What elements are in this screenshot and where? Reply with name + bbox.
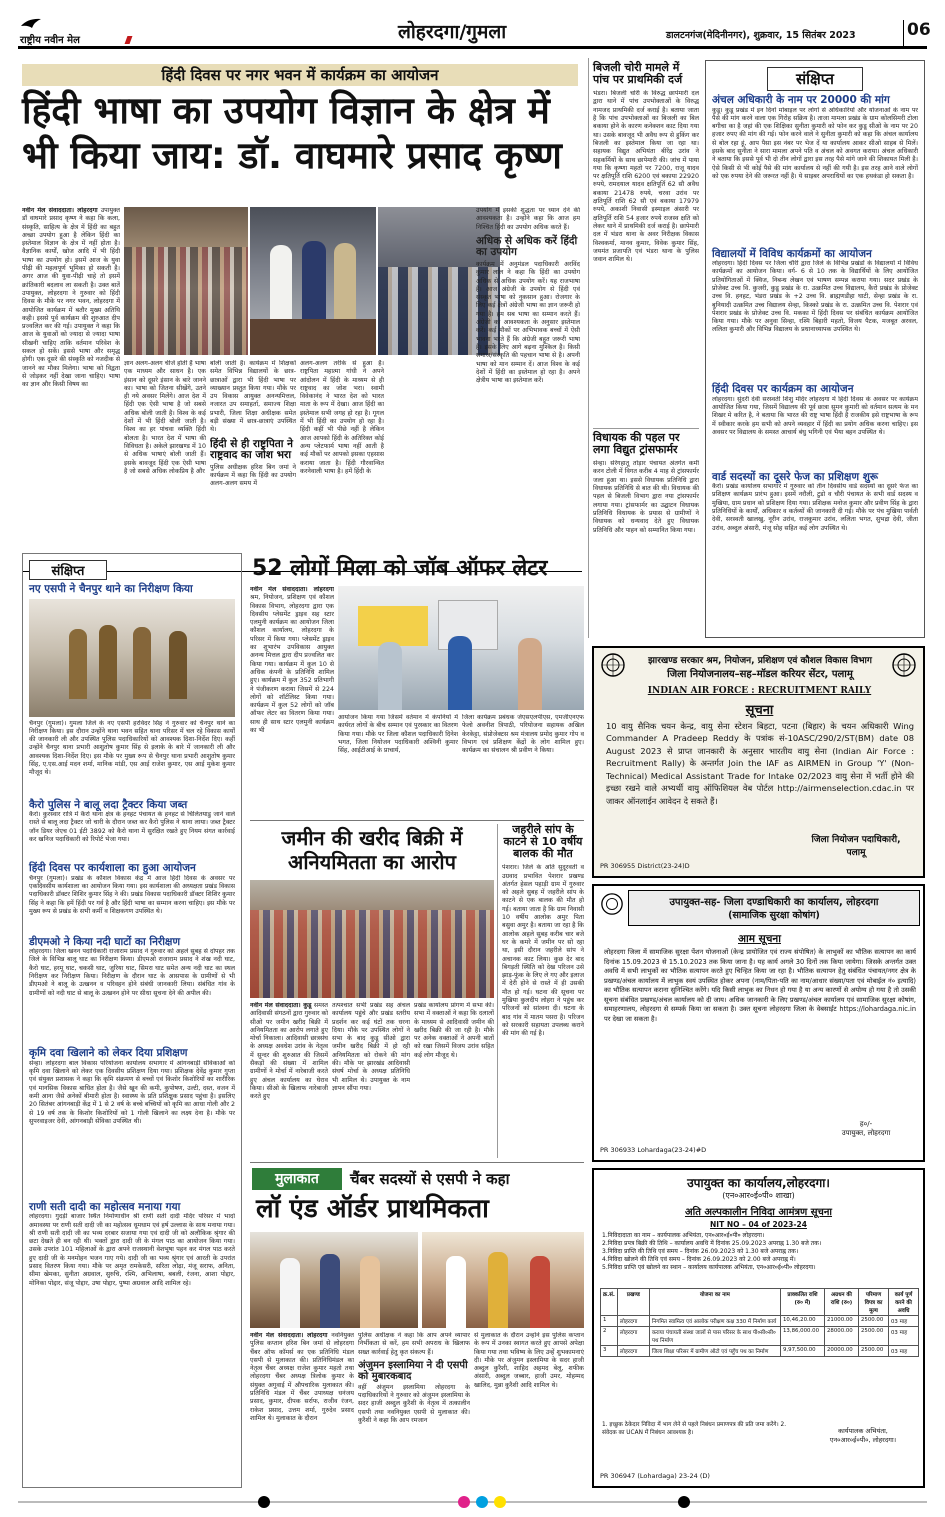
sankshipt-left-b5: सेन्हा। लोहरदगा बाल विकास परियोजना कार्यालय सभागार में आंगनबाड़ी सेविकाओं को कृमि दवा खिलाने को लेकर एक दिवसीय प्रशिक्षण दिया गया। प्रशिक्षक देवेंद्र कुमार गुप्ता एवं संयुक्त प्रशासक ने कहा कि कृमि संक्रमण से बच्चों एवं किशोर किशोरियों का शारीरिक एवं मानसिक विकास बाधित होता है। जैसे खून की कमी, कुपोषण, उल्टी, दस्त, वजन में कमी आना जैसे अनेकों बीमारी होता है। स्वास्थ्य के प्रति प्रशिक्षुक प्रसाद पहुंचा है। इसलिए 20 सितंबर आंगनबाड़ी केंद्र में 1 से 2 वर्ष के बच्चे बच्चियों को कृमि का आधा गोली और 2 से 19 वर्ष तक के किशोर किशोरियों को 1 गोली खिलाने का लक्ष्य देना है। मौके पर सुपरवाइजर देवी, आंगनबाड़ी सेविका उपस्थित थी। (29, 1059, 235, 1125)
sankshipt-right-h4: वार्ड सदस्यों का दूसरे फेज का प्रशिक्षण शुरू (712, 470, 879, 483)
sankshipt-right-box (705, 60, 925, 638)
sankshipt-right-h3: हिंदी दिवस पर कार्यक्रम का आयोजन (712, 383, 854, 396)
sankshipt-left-b1: चैनपुर (गुमला)। गुमला जिले के नए एसपी हरविंदर सिंह ने गुरुवार को चैनपुर थाने का निरीक्षण किया। इस दौरान उन्होंने थाना भवन सहित थाना परिसर में चल रहे विकास कार्यों की जानकारी ली और उपस्थित पुलिस पदाधिकारियों को आवश्यक दिशा-निर्देश दिए। कहीं उन्होंने चैनपुर थाना प्रभारी आशुतोष कुमार सिंह से इलाके के बारे में जानकारी ली और आवश्यक दिशा-निर्देश दिए। इस मौके पर मुख्य रूप से चैनपुर थाना प्रभारी आशुतोष कुमार सिंह, ए.एस.आई मदन शर्मा, मानिक मांडी, एस आई राजेश कुमार, एस आई मुकेश कुमार मौजूद थे। (29, 719, 235, 777)
tender-td: 2500.00 (859, 1346, 889, 1357)
sankshipt-left-h1: नए एसपी ने चैनपुर थाने का निरीक्षण किया (29, 583, 193, 595)
tender-info-item: 1.निविदादाता का नाम – कार्यपालक अभियंता, एन०आर०ई०पी० लोहरदगा। (602, 1232, 765, 1239)
masthead-rule (18, 46, 927, 49)
sankshipt-right-b2: लोहरदगा। हिंदी दिवस पर जिला चौरी द्वारा जिले के विभिन्न प्रखंडों के विद्यालयों में विविध कार्यक्रमों का आयोजन किया। वर्ग- 6 से 10 तक के विद्यार्थियों के लिए आयोजित प्रतियोगिताओं में क्विज, निबन्ध लेखन एवं भाषण सम्पन्न कराया गया। सदर प्रखंड के प्रोजेक्ट उच्च वि. कुजरी, कुडू प्रखंड के रा. उत्क्रमित उच्च विद्यालय, कैरो प्रखंड के प्रोजेक्ट उच्च वि. हनहट, भंडरा प्रखंड के +2 उच्च वि. ब्राह्मणडीहा घाटी, सेन्हा प्रखंड के रा. बुनियादी उत्क्रमित उच्च विद्यालय सेन्हा, किस्को प्रखंड के रा. उत्क्रमित उच्च वि. पेशरार एवं पेशरार प्रखंड के प्रोजेक्ट उच्च वि. मकका में हिंदी दिवस पर संबंधित कार्यक्रम आयोजित किया गया। मौके पर अनुवा सिन्हा, रश्मि बिहारी महतो, विजय पैटक, मजबूत अरवल, ललिता कुमारी और विभिन्न विद्यालय के प्रधानाध्यापक उपस्थित थे। (712, 260, 918, 334)
social-notice: आम सूचना (738, 933, 781, 945)
tender-sign-line2: एन०आर०ई०पी०, लोहरदगा। (829, 1436, 897, 1444)
jamin-headline-line1: जमीन की खरीद बिक्री में (281, 826, 463, 850)
col-divider-a (588, 58, 589, 638)
airforce-sign (794, 832, 918, 858)
social-ad (592, 884, 925, 1162)
tender-td: 28000.00 (825, 1327, 859, 1346)
job-col2: आयोजन किया गया जिसमें वर्तमान में कंपनियों में कार्यरत लोगों के बीच सम्मान एवं पुरस्कार का वितरण किया गया। मौके पर जिला कौशल पदाधिकारी दिनेश भगत, जिला नियोजन पदाधिकारी अश्विनी कुमार सिंह, आईटीआई के प्राचार्य, (338, 714, 458, 755)
bird-logo-icon (20, 16, 42, 32)
tender-th: प्राक्कलित राशि (रु० में) (781, 1289, 825, 1316)
social-sign-line2: उपायुक्त, लोहरदगा (841, 1129, 891, 1137)
mulakat-top-rule (250, 1162, 584, 1163)
tender-sign-line1: कार्यपालक अभियंता, (838, 1427, 888, 1435)
page-divider (903, 20, 904, 46)
state-emblem-icon-right (891, 652, 917, 678)
lead-headline-line2: भी किया जाय: डॉ. वाघमारे प्रसाद कृष्ण (22, 133, 562, 177)
table-row (601, 1316, 919, 1327)
tender-ad (592, 1168, 925, 1488)
job-headline: 52 लोगों मिला को जॉब ऑफर लेटर (252, 556, 548, 581)
sankshipt-right-b3: लोहरदगा। सुंदरी देवी सरस्वती शिशु मंदिर लोहरदगा में हिंदी दिवस के अवसर पर कार्यक्रम आयोजित किया गया, जिसमें विद्यालय की पूर्व छात्रा सुमन कुमारी को वर्तमान सत्यम के मन शिखर मे करित है, ने बताया कि भारत की राष्ट्र भाषा हिंदी है राजकीय इसे राष्ट्रभाषा के रूप में स्वीकार करके हम सभी को अपने व्यवहार में हिंदी का प्रयोग अधिक करना चाहिए। इस अवसर पर विद्यालय के समस्त आचार्य बंधु भगिनी एवं भैया बहन उपस्थित थे। (712, 395, 918, 436)
brand-marker (125, 36, 133, 44)
sankshipt-left-h6: राणी सती दादी का महोत्सव मनाया गया (29, 1200, 181, 1213)
sankshipt-right-h1: अंचल अधिकारी के नाम पर 20000 की मांग (712, 94, 890, 106)
sankshipt-left-h3: हिंदी दिवस पर कार्यशाला का हुआ आयोजन (29, 862, 196, 875)
tender-th: योजना का नाम (649, 1289, 780, 1316)
tender-info-item: 2.निविदा प्रपत्र बिक्री की तिथि – कार्यालय अवधि में दिनांक 25.09.2023 अपराह्न 1.30 बजे तक। (602, 1240, 822, 1248)
masthead (18, 14, 931, 50)
tender-title-line3: अति अल्पकालीन निविदा आमंत्रण सूचना (684, 1207, 833, 1218)
registration-mark (494, 1496, 506, 1508)
social-sign (814, 1120, 918, 1138)
social-title-box (628, 890, 920, 926)
mulakat-kicker: चैंबर सदस्यों से एसपी ने कहा (350, 1170, 510, 1188)
sankshipt-left-label: संक्षिप्त (29, 560, 107, 580)
edition-name: लोहरदगा/गुमला (398, 21, 507, 43)
mulakat-col1-text: नवनियुक्त पुलिस कप्तान हरिश बिन जमां से लोहरदगा चैंबर ऑफ कॉमर्स का एक प्रतिनिधि मंडल एसपी से मुलाकात की। प्रतिनिधिमंडल का नेतृत्व चैंबर अध्यक्ष राजेश कुमार महतो तथा लोहरदगा चैंबर अध्यक्ष त्रिलोक कुमार के संयुक्त अगुवाई में औपचारिक मुलाकात की। प्रतिनिधि मंडल में चैंबर उपाध्यक्ष धनंजय प्रसाद, कुमार, दीपक सर्राफ, राजीव रंजन, राकेश प्रसाद, उत्तम शर्मा, गुरुदेव प्रसाद शामिल थे। मुलाकात के दौरान (250, 1332, 354, 1422)
tender-td: जिला शिक्षा परिसर में ग्रामीण ऑटो एवं पहुँच पथ का निर्माण (649, 1346, 780, 1357)
vidhayak-headline: विधायक की पहल पर लगा विद्युत ट्रांसफार्मर (593, 431, 680, 457)
tender-td: लोहरदगा (617, 1346, 649, 1357)
mulakat-col2 (358, 1332, 470, 1488)
jamin-col2: तत्पश्चात सभी प्रखंड सह अंचल कार्यालय पहुंचे और प्रखंड स्तरीय प्रदर्शन कर कई घंटों तक धरना दिया। मौके पर उपस्थित लोगों ने सभा के बाद कुडू सीओ द्वारा जमीन खरीद बिक्री में हो रही अनियमितता को रोकने की मांग की। मौके पर झारखंड आदिवासी संघर्ष मोर्चा के अध्यक्ष प्रतिनिधि भी शामिल थे। उपायुक्त के नाम ज्ञापन सौंपा गया। (332, 1002, 410, 1092)
sankshipt-left-h4: डीएमओ ने किया नदी घाटों का निरीक्षण (29, 935, 181, 948)
mulakat-photo-right (422, 1232, 584, 1328)
mulakat-photo-left (250, 1232, 418, 1328)
lead-photo-dignitaries (250, 207, 376, 355)
lead-col5-subhead: अधिक से अधिक करें हिंदी का उपयोग (476, 234, 578, 259)
registration-mark (678, 1496, 690, 1508)
tender-td: 03 माह (889, 1346, 919, 1357)
social-title-line2: (सामाजिक सुरक्षा कोषांग) (728, 910, 820, 921)
tender-td: 03 माह (889, 1316, 919, 1327)
lead-kicker: हिंदी दिवस पर नगर भवन में कार्यक्रम का आयोजन (22, 64, 578, 86)
jamin-headline-line2: अनियमितता का आरोप (288, 850, 456, 874)
state-emblem-icon-2 (600, 892, 624, 916)
snake-body: पेशरार। जिले के अति सुदूरवर्ती व उग्रवाद प्रभावित पेशरार प्रखण्ड अंतर्गत हेसल पहाड़ी ग्राम में गुरुवार को अहले सुबह में जहरीले सांप के काटने से एक बालक की मौत हो गई। बताया जाता है कि ग्राम निवासी 10 वर्षीय आलोक अमुर पिता बसुवा अमुर है। बताया जा रहा है कि आलोक अहले सुबह करीब चार बजे घर के कमरे में जमीन पर सो रहा था, इसी दौरान जहरीले सांप ने अचानक काट लिया। कुछ देर बाद बिगड़ती स्थिति को देख परिजन उसे झाड़-फूंक के लिए ले गए और इलाज में देरी होने से रास्ते में ही उसकी मौत हो गई। घटना की सूचना पर मुखिया कुलदीप लोहरा ने पहुंच कर परिजनों को सांत्वना दी। घटना के बाद गांव में मातम पसरा है। परिजन को सरकारी सहायता उपलब्ध कराने की मांग की गई है। (502, 864, 584, 1038)
job-rule (250, 820, 584, 821)
jamin-headline (252, 828, 492, 873)
tender-td: 2500.00 (859, 1316, 889, 1327)
tender-title-line1: उपायुक्त का कार्यालय,लोहरदगा। (687, 1176, 830, 1190)
lead-col5-text: उपयोग में इसकी शुद्धता पर ध्यान देने की आवश्यकता है। उन्होंने कहा कि आज हम निश्चित हिंदी का उपयोग अधिक करते हैं। (476, 207, 580, 231)
lead-col5-box (476, 207, 580, 567)
tender-td: 20000.00 (825, 1346, 859, 1357)
mulakat-col2-text: पुलिस अधीक्षक ने कहा कि आप अपने व्यापार निर्भीकता से करें, हम सभी अपराध के खिलाफ सख्त कार्रवाई हेतु कृत संकल्प हैं। (358, 1332, 470, 1356)
tender-info-item: 5.निविदा प्राप्ति एवं खोलने का स्थान – कार्यालय कार्यपालक अभियंता, एन०आर०ई०पी० लोहरदगा। (602, 1264, 816, 1272)
lead-col4: अलग-अलग तरीके से हुआ है। राष्ट्रपिता महात्मा गांधी ने अपने आंदोलन में हिंदी के माध्यम से ही राष्ट्रवाद का जोश भरा। स्वामी विवेकानंद ने भारत देश को भारत माता के रूप में देखा। आज हिंदी का इस्तेमाल सभी जगह हो रहा है। गूगल में भी हिंदी का उपयोग हो रहा है। हिंदी कहीं भी पीछे नहीं है लेकिन आज आपको हिंदी के अतिरिक्त कोई अन्य प्लेटफार्म भाषा नहीं आती है कई मौकों पर आपको इसका एहसास कराया जाता है। हिंदी गौरवान्वित करनेवाली भाषा है। हमें हिंदी के (300, 360, 384, 475)
social-title-line1: उपायुक्त-सह- जिला दण्डाधिकारी का कार्यालय, लोहरदगा (669, 897, 879, 908)
lead-dateline: नवीन मेल संवाददाता। लोहरदगा (22, 207, 98, 214)
page-number: 06 (907, 20, 931, 40)
airforce-pr: PR 306955 District(23-24)D (600, 862, 690, 870)
table-row (601, 1327, 919, 1346)
tender-td: कराया पंचायती संस्था जालों से पास परिसर के साथ पी०सी०सी० पथ निर्माण (649, 1327, 780, 1346)
jamin-dateline: नवीन मेल संवाददाता। कुडू (250, 1002, 312, 1009)
tender-th: प्रखण्ड (617, 1289, 649, 1316)
tender-td: 1 (601, 1316, 618, 1327)
tender-td: लोहरदगा (617, 1316, 649, 1327)
registration-mark (458, 1496, 470, 1508)
sankshipt-left-b4: लोहरदगा। जिला खनन पदाधिकारी राजाराम प्रसाद ने गुरुवार को अहले सुबह से दोपहर तक जिले के विभिन्न बालू घाट का निरीक्षण किया। डीएमओ राजाराम प्रसाद ने शंख नदी घाट, कैरो घाट, हरमू घाट, चकसी घाट, जुरिया घाट, सिमरा घाट समेत अन्य नदी घाट का स्थल निरीक्षण कर निरीक्षण किया। निरीक्षण के दौरान घाट के आसपास के ग्रामीणों से भी डीएमओ ने बालू के उत्खनन व परिवहन होने संबंधी जानकारी लिया। संबंधित गांव के ग्रामीणों को नदी घाट से बालू के उत्खनन होने पर सीधा सूचना देने की अपील की। (29, 948, 235, 997)
lead-photo-audience (124, 207, 248, 355)
job-photo (338, 586, 584, 710)
tender-table (600, 1288, 919, 1357)
tender-info-item: 3.निविदा प्राप्ति की तिथि एवं समय – दिनांक 26.09.2023 को 1.30 बजे अपराह्न तक। (602, 1248, 799, 1256)
tender-notes: 1. इच्छुक ठेकेदार निविदा में भाग लेने से पहले निबंधन प्रमाणपत्र की प्रति जमा करेंगे। 2. संवेदक का UCAN में निबंधन आवश्यक है। (602, 1422, 787, 1436)
mulakat-dateline: नवीन मेल संवाददाता। लोहरदगा (250, 1332, 328, 1339)
state-emblem-icon (600, 652, 626, 678)
jamin-col1 (250, 1002, 328, 1158)
vidhayak-body: सेन्हा। सेरेंगहातू तोड़ार पंचायत अंतर्गत कर्मी करन टोली में विगत करीब 4 माह से ट्रांसफार्मर जला हुआ था। इससे विधायक प्रतिनिधि द्वारा विधायक प्रतिनिधि से बात की थी। विधायक की पहल से बिजली विभाग द्वारा नया ट्रांसफार्मर लगाया गया। ट्रांसफार्मर का उद्घाटन विधायक प्रतिनिधि विधायक के प्रयास से ग्रामीणों ने विधायक को धन्यवाद देते हुए विधायक प्रतिनिधि और पाहन को सम्मानित किया गया। (593, 460, 699, 534)
tender-td: निगमित स्वामित्व एवं आलोक परीक्षण कक्ष 330 में निर्माण कार्य (649, 1316, 780, 1327)
registration-strip (18, 1496, 927, 1508)
jamin-col3: प्रखंड कार्यालय प्रांगण में सभा की। सभा में वक्ताओं ने कहा कि दलालों के माध्यम से आदिवासी जमीन की खरीद बिक्री की जा रही है। मौके पर अनेक वक्ताओं ने अपनी बातों को रखा जिसमें विजय उरांव सहित कई लोग मौजूद थे। (414, 1002, 494, 1059)
airforce-subtitle: INDIAN AIR FORCE : RECRUITMENT RAILY (647, 686, 872, 696)
tender-td: 2500.00 (859, 1327, 889, 1346)
sp-inspection-photo (29, 599, 235, 717)
job-dateline: नवीन मेल संवाददाता। लोहरदगा (250, 586, 334, 593)
social-pr: PR 306933 Lohardaga(23-24)#D (600, 1146, 707, 1154)
table-row (601, 1346, 919, 1357)
tender-td: 21000.00 (825, 1316, 859, 1327)
tender-info-item: 4.निविदा खोलने की तिथि एवं समय – दिनांक 26.09.2023 को 2.00 बजे अपराह्न में। (602, 1256, 796, 1264)
col-divider-b (497, 824, 498, 1158)
tender-td: 3 (601, 1346, 618, 1357)
lead-headline-line1: हिंदी भाषा का उपयोग विज्ञान के क्षेत्र में (22, 89, 550, 132)
social-body: लोहरदगा जिला में सामाजिक सुरक्षा पेंशन योजनाओं (केन्द्र प्रायोजित एवं राज्य संपोषित) के लाभुकों का भौतिक सत्यापन का कार्य दिनांक 15.09.2023 से 15.10.2023 तक किया जाना है। यह कार्य अगले 30 दिनों तक किया जायेगा। जिसके अन्तर्गत उक्त अवधि में सभी लाभुकों का भौतिक सत्यापन करते हुए चिन्हित किया जा रहा है। भौतिक सत्यापन हेतु संबंधित पंचायत/नगर क्षेत्र के प्रखण्ड/अंचल कार्यालय में लाभुक स्वयं उपस्थित होकर अपना (नाम/पिता-पति का नाम/आधार संख्या/पता एवं मोबाईल नं० इत्यादि) का भौतिक सत्यापन कराना सुनिश्चित करेंगे। यदि किसी लाभुक का निधन हो गया है या अन्य कारणों से अयोग्य हो गया है तो उसकी सूचना संबंधित प्रखण्ड/अंचल कार्यालय को दी जाय। अधिक जानकारी के लिए प्रखण्ड/अंचल कार्यालय एवं सामाजिक सुरक्षा कोषांग, समाहरणालय, लोहरदगा से सम्पर्क किया जा सकता है। उक्त सूचना लोहरदगा जिला के वेबसाईट https://lohardaga.nic.in पर देखा जा सकता है। (604, 948, 916, 1023)
airforce-dept-line2: जिला नियोजनालय–सह–मॉडल करियर सेंटर, पलामू (667, 669, 853, 680)
jamin-photo (250, 880, 494, 998)
bijli-headline: बिजली चोरी मामले में पांच पर प्राथमिकी दर्ज (593, 61, 683, 87)
airforce-dept-line1: झारखण्ड सरकार श्रम, नियोजन, प्रशिक्षण एवं कौशल विकास विभाग (648, 656, 872, 666)
sankshipt-left-b2: कैरो। कुरस्वार रात्रि में कैरो थाना क्षेत्र के हनहट पंचायत के हनहट से चिलितयाडु जाने वाले रास्ते से बालू लदा ट्रैक्टर जो चारी के दौरान जब्त कर कैरो पुलिस ने थाना लाया। जब्त ट्रैक्टर जॉन डियर जेएच 01 ईटी 3892 को कैरो थाना में सुरक्षित रखते हुए नियम संगत कार्रवाई कर खनिज पदाधिकारी को रिपोर्ट भेजा गया। (29, 811, 235, 843)
tender-pr: PR 306947 (Lohardaga) 23-24 (D) (600, 1472, 710, 1480)
bijli-body: भंडरा। बिजली चोरी के विरुद्ध छापेमारी दल द्वारा थाने में पांच उपभोक्ताओं के विरुद्ध नामजद प्राथमिकी दर्ज कराई है। बताया जाता है कि पांच उपभोक्ताओं का बिजली का बिल बकाया होने के कारण कनेक्शन काट दिया गया था। उसके बावजूद भी अवैध रूप से हुकिंग कर बिजली का इस्तेमाल किया जा रहा था। सहायक विद्युत अभियंता बीरेंद्र उरांव ने सहकर्मियों के साथ छापेमारी की। जांच में पाया गया कि कृष्णा महतो पर 7200, राजू यादव पर क्षतिपूर्ति राशि 6200 एवं बकाया 22920 रुपये, रामदयाल यादव क्षतिपूर्ति 62 सौ अवैध बकाया 21478 रुपये, चरवा उरांव पर क्षतिपूर्ति राशि 62 सौ एवं बकाया 17979 रुपये, अकाशी निवासी इस्माइल अंसारी पर क्षतिपूर्ति राशि 54 हजार रुपये राजस्व क्षति को लेकर थाने में प्राथमिकी दर्ज कराई है। छापेमारी दल में भंडरा थाना के अवर निरीक्षक विकास विश्वकर्मा, मानव कुमार, विवेक कुमार सिंह, जयमंत प्रजापति एवं भंडरा थाना के पुलिस जवान शामिल थे। (593, 90, 699, 264)
social-sign-line1: ह०/- (859, 1120, 873, 1128)
tender-td: 13,86,000.00 (781, 1327, 825, 1346)
sankshipt-right-b1: कुडू। कुडू प्रखंड में इन दिनों मोबाइल पर लोगों से अधिकारियों और योजनाओं के नाम पर पैसे की मांग करने वाला एक गिरोह सक्रिय है। ताजा मामला प्रखंड के ग्राम कोलसिमरी टोला बगीचा का है जहां की एक शिक्षिका सुनीता कुमारी को फोन कर कुडू सीओ के नाम पर 20 हजार रुपए की मांग की गई। फोन करने वाले ने सुनीता कुमारी को कहा कि अंचल कार्यालय से बोल रहा हूं, आप पैसा इस नंबर पर भेज दें या कार्यालय आकर सीओ साहब से मिलें। इसके बाद सुनीता ने सारा मामला अपने पति व अंचल को अवगत कराया। अंचल अधिकारी ने बताया कि इससे पूर्व भी दो तीन लोगों द्वारा इस तरह पैसे मांगे जाने की शिकायत मिली है। ऐसे किसी से भी कोई पैसे की मांग कार्यालय से नहीं की गयी है। इस तरह आने वाले लोगों को एक रुपया देने की जरूरत नहीं है। ये साइबर अपराधियों का एक हथकंडा हो सकता है। (712, 106, 918, 180)
brand-name: राष्ट्रीय नवीन मेल (20, 35, 80, 46)
bijli-article (593, 62, 699, 430)
sankshipt-left-box (22, 553, 242, 1488)
airforce-ad (592, 646, 925, 878)
job-col1-text: श्रम, नियोजन, प्रशिक्षण एवं कौशल विकास विभाग, लोहरदगा द्वारा एक दिवसीय प्लेसमेंट ड्राइव सह स्टार एलमुनी कार्यक्रम का आयोजन जिला कौशल कार्यालय, लोहरदगा के परिसर में किया गया। प्लेसमेंट ड्राइव का शुभारंभ उपविकास आयुक्त अनन्य मित्तल द्वारा दीप प्रज्वलित कर किया गया। कार्यक्रम में कुल 10 से अधिक कंपनी के प्रतिनिधि शामिल हुए। कार्यक्रम में कुल 352 प्रतिभागी ने पंजीकरण कराया जिसमें से 224 लोगों को शॉर्टलिस्ट किया गया। कार्यक्रम में कुल 52 लोगों को जॉब ऑफर लेटर का वितरण किया गया। साथ ही साथ स्टार एलमुनी कार्यक्रम का भी (250, 594, 334, 735)
job-col3: जिला कार्यक्रम प्रबंधक जेएसएलपीएस, एमजीएनएफ फेलो अवनीश त्रिपाठी, परियोजना सहायक अखिल केरकेट्टा, संप्रोजेक्टस श्रम मंत्रालय प्रमोद कुमार गोप व विभाग एवं प्रशिक्षण केंद्रों के लोग शामिल हुए। कार्यक्रम का संचालन श्री प्रवीण ने किया। (462, 714, 584, 755)
mulakat-col3: से मुलाकात के दौरान उन्होंने इस पुलिस कप्तान के रूप में उनका स्वागत करते हुए आपसे अपेक्षा किया गया तथा भविष्य के लिए उन्हें शुभकामनाएं दी। मौके पर अंजुमन इस्लामिया के सदर हाजी अब्दुल कुरैशी, शाहिद अहमद बेलू, शफीक अंसारी, अब्दुल जब्बार, हाजी उमर, मोहम्मद खालिद, मुन्ना कुरैशी आदि शामिल थे। (474, 1332, 584, 1389)
airforce-sign-line1: जिला नियोजन पदाधिकारी, (811, 835, 901, 845)
tender-th: परिमाण विपत्र का मूल्य (859, 1289, 889, 1316)
lead-headline (22, 89, 582, 177)
mulakat-label: मुलाकात (252, 1168, 342, 1190)
dateline: डालटनगंज(मेदिनीनगर), शुक्रवार, 15 सितंबर 2023 (666, 30, 856, 41)
airforce-sign-line2: पलामू (846, 848, 866, 858)
snake-headline: जहरीले सांप के काटने से 10 वर्षीय बालक की मौत (503, 823, 583, 861)
tender-title-line2: (एन०आर०ई०पी० शाखा) (722, 1191, 795, 1200)
tender-info (602, 1232, 918, 1272)
tender-th: अग्रधन की राशि (रु०) (825, 1289, 859, 1316)
lead-col1-text: उपायुक्त डॉ वाघमारे प्रसाद कृष्ण ने कहा कि कला, संस्कृति, साहित्य के क्षेत्र में हिंदी का बहुत अच्छा उपयोग हुआ है लेकिन हिंदी का इस्तेमाल विज्ञान के क्षेत्र में नहीं होता है। वैज्ञानिक कार्यों, खोज आदि में भी हिंदी भाषा का उपयोग हो। इसमें आज के युवा पीढ़ी की महत्वपूर्ण भूमिका हो सकती है। अगर आज की युवा-पीढ़ी चाहे तो इसमें क्रांतिकारी बदलाव ला सकती है। उक्त बातें उपायुक्त, लोहरदगा ने गुरुवार को हिंदी दिवस के मौके पर नगर भवन, लोहरदगा में आयोजित कार्यक्रम में बतौर मुख्य अतिथि कही। इससे पूर्व कार्यक्रम की शुरुआत दीप प्रज्वलित कर की गई। उपायुक्त ने कहा कि आज के युवाओं को ज्यादा से ज्यादा भाषा सीखनी चाहिए ताकि वर्तमान परिवेश के सकल हो सकें। इससे भाषा और समृद्ध होगी। एक दूसरे की संस्कृति को नजदीक से जानने का मौका मिलेगा। भाषा को विद्वता से जोड़कर नहीं देखा जाना चाहिए। भाषा का ज्ञान और किसी विषय का (22, 207, 120, 389)
tender-th: कार्य पूर्ण करने की अवधि (889, 1289, 919, 1316)
lead-col3b-text: पुलिस अधीक्षक हरिश बिन जमां ने कार्यक्रम में कहा कि हिंदी का उपयोग अलग-अलग समय में (210, 463, 296, 488)
jamin-col1-text: समस्त आदिवासी संगठनों द्वारा गुरुवार को सीओ पर जमीन खरीद बिक्री में अनियमितता का आरोप लगाते हुए मोर्चा निकाला। आदिवासी छात्रसंघ के अध्यक्ष अवधेश उरांव के नेतृत्व में सुन्दर की शुरुआत की जिसमें सैकड़ों की संख्या में शामिल ग्रामीणों ने मोर्चा में नारेबाजी करते हुए अंचल कार्यालय का घेराव किया। सीओ के खिलाफ नारेबाजी करते हुए (250, 1002, 328, 1101)
tender-table-header (601, 1289, 919, 1316)
mulakat-col1 (250, 1332, 354, 1488)
registration-mark (258, 1496, 270, 1508)
tender-td: 10,46,20.00 (781, 1316, 825, 1327)
airforce-body: 10 वायु सैनिक चयन केन्द्र, वायु सेना स्टेशन बिहटा, पटना (बिहार) के चयन अधिकारी Wing Commander A Pradeep Reddy के पत्रांक सं-10ASC/290/2/ST(BM) date 08 August 2023 से प्राप्त जानकारी के अनुसार भारतीय वायु सेना (Indian Air Force : Recruitment Rally) के अन्तर्गत Join the IAF as AIRMEN in Group 'Y' (Non-Technical) Medical Assistant Trade for Intake 02/2023 वायु सेना में भर्ती होने की इच्छा रखने वाले अभ्यर्थी वायु ऑफिशियल वेब पोर्टल http://airmenselection.cdac.in पर जाकर ऑनलाईन आवेदन दे सकते हैं। (606, 721, 914, 806)
bijli-rule (593, 428, 699, 429)
airforce-title: सूचना (745, 703, 774, 718)
job-col1 (250, 586, 334, 816)
lead-col5b-text: कार्यक्रम में अनुमंडल पदाधिकारी अरविंद कुमार लाल ने कहा कि हिंदी का उपयोग अधिक से अधिक उपयोग करें। यह राजभाषा है। आज अंग्रेजी के उपयोग से हिंदी एवं संस्कृत भाषा को नुकसान हुआ। रोजगार के लिए कई क्षेत्रों अंग्रेजी भाषा का ज्ञान जरूरी हो गया है। हम सब भाषा का सम्मान करते हैं। अंग्रेजी का आवश्यकता के अनुसार इस्तेमाल करें। कई मौकों पर अभिभावक बच्चों में ऐसी भावना भरते हैं कि अंग्रेजी बहुत जरूरी भाषा है। इसके लिए आगे बढ़ना मुश्किल है। किसी समाज/संस्कृति की पहचान भाषा से है। अपनी भाषा को मान सम्मान दें। आज विश्व के कई देशों में हिंदी का इस्तेमाल हो रहा है। अपने क्षेत्रीय भाषा का इस्तेमाल करें। (476, 260, 580, 385)
tender-sign (808, 1426, 918, 1444)
sankshipt-left-h5: कृमि दवा खिलाने को लेकर दिया प्रशिक्षण (29, 1047, 188, 1060)
sankshipt-right-b4: कैरो। प्रखंड कार्यालय सभागार में गुरुवार को तीन दिवसीय वार्ड सदस्यों का दूसरे फेज का प्रशिक्षण कार्यक्रम प्रारंभ हुआ। इसमें नरौली, टुडो व चौरी पंचायत के सभी वार्ड सदस्य व मुखिया, ग्राम प्रधान को प्रशिक्षण दिया गया। प्रशिक्षक मनोज कुमार और प्रवीण सिंह के द्वारा प्रतिनिधियों के कार्यों, अधिकार व कर्तव्यों की जानकारी दी गई। मौके पर पंच मुखिया पार्वती देवी, सरस्वती खालखु, नूरीन उरांव, राजकुमार उरांव, ललिता भगत, सुभद्रा देवी, जीता उरांव, अब्दुल अंसारी, मंजू सोह सहित कई लोग उपस्थित थे। (712, 483, 918, 532)
tender-td: 9,97,500.00 (781, 1346, 825, 1357)
tender-nit: NIT NO – 04 of 2023-24 (710, 1220, 807, 1229)
registration-mark (476, 1496, 488, 1508)
lead-col1 (22, 207, 120, 567)
sankshipt-right-label: संक्षिप्त (767, 67, 863, 91)
lead-col3-subhead: हिंदी से ही राष्ट्रपिता ने राष्ट्रवाद का जोश भरा (210, 437, 293, 462)
mulakat-col2-subhead: अंजुमन इस्लामिया ने दी एसपी को मुबारकबाद (358, 1359, 468, 1382)
sankshipt-right-h2: विद्यालयों में विविध कार्यक्रमों का आयोजन (712, 247, 872, 260)
sankshipt-left-b6: लोहरदगा। गुदड़ी बाजार स्थित निर्माणाधीन श्री राणी सती दादी मंदिर परिसर में भादो अमावस्या पर राणी सती दादी जी का महोत्सव धूमधाम एवं हर्ष उल्लास के साथ मनाया गया। श्री राणी सती दादी जी का भव्य दरबार सजाया गया एवं दादी जी को अलौकिक श्रृंगार की छटा देखते ही बन रही थी। भक्तों द्वारा दादी जी के मंगल पाठ का आयोजन किया गया। उसके उपरांत 101 महिलाओं के द्वारा अपने राजस्थानी वेशभूषा पहन कर मंगल पाठ करते हुए दादी जी के मनमोहन भजन गाए गये। दादी जी का भव्य श्रृंगार एवं आरती के उपरांत प्रसाद वितरण किया गया। मौके पर अमृत रामकेसरी, सरिता लोढ़ा, मंजू सराफ, अनिता, सीमा खेमका, सुनीता अग्रवाल, सुरुचि, रश्मि, अभिलाषा, बबली, रंजना, आशा पोद्दार, मोनिका पोद्दार, संजू पोद्दार, उषा पोद्दार, पुष्पा अग्रवाल आदि शामिल रहे। (29, 1213, 235, 1287)
lead-col3 (210, 360, 296, 567)
snake-article (502, 824, 584, 1144)
lead-col2: ज्ञान अलग-अलग चीजें होती हैं भाषा एक माध्यम और साधन है। एक इंसान को दूसरे इंसान के बारे जानने का। भाषा को जितना सीखेंगे, उतने ही नये अवसर मिलेंगे। आज देश में हिंदी एक ऐसी भाषा है जो सबसे अधिक बोली जाती है। विश्व के कई देशों में भी हिंदी बोली जाती है। विश्व का हर पांचवा व्यक्ति हिंदी बोलता है। भारत देश में भाषा की विविधता है। अकेले झारखण्ड में 10 से अधिक भाषाएं बोली जाती हैं। इसके बावजूद हिंदी एक ऐसी भाषा है जो सबसे अधिक लोकप्रिय है और (124, 360, 206, 475)
sankshipt-left-h2: कैरो पुलिस ने बालू लदा ट्रैक्टर किया जब्त (29, 798, 188, 811)
tender-td: लोहरदगा (617, 1327, 649, 1346)
lead-col3-text: बोली जाती है। कार्यक्रम में शिक्षकों समेत विभिन्न विद्यालयों के छात्र-छात्राओं द्वारा भी हिंदी भाषा पर व्याख्यान प्रस्तुत किया गया। मौके पर उप विकास आयुक्त अनन्यमित्तल, नजारत उप समाहर्ता, समाज्य शिक्षा प्रभारी, जिला शिक्षा अधीक्षक समेत बड़ी संख्या में छात्र-छात्राएं उपस्थित थे। (210, 360, 296, 434)
sankshipt-left-b3: चैनपुर (गुमला)। प्रखंड के कौशल विकास केंद्र में आज हिंदी दिवस के अवसर पर एकदिवसीय कार्यशाला का आयोजन किया गया। इस कार्यशाला की अध्यक्षता प्रखंड विकास पदाधिकारी डॉक्टर शिशिर कुमार सिंह ने की। प्रखंड विकास पदाधिकारी डॉक्टर शिशिर कुमार सिंह ने कहा कि हमें हिंदी पर गर्व है और हिंदी भाषा का सम्मान करना चाहिए। इस मौके पर मुख्य रूप से प्रखंड के सभी कर्मी व शिक्षकगण उपस्थित थे। (29, 874, 235, 915)
vidhayak-article (593, 432, 699, 620)
tender-th: क्र.सं. (601, 1289, 618, 1316)
tender-td: 2 (601, 1327, 618, 1346)
tender-td: 03 माह (889, 1327, 919, 1346)
mulakat-headline: लॉ एंड ऑर्डर प्राथमिकता (256, 1194, 489, 1224)
mulakat-col2b-text: वहीं अंजुमन इस्लामिया लोहरदगा के पदाधिकारियों ने गुरुवार को अंजुमन इस्लामिया के सदर हाजी अब्दुल कुरैशी के नेतृत्व में तत्कालीन एसपी तथा नवनियुक्त एसपी से मुलाकात की। कुरैशी ने कहा कि आप रमजान (358, 1383, 470, 1425)
